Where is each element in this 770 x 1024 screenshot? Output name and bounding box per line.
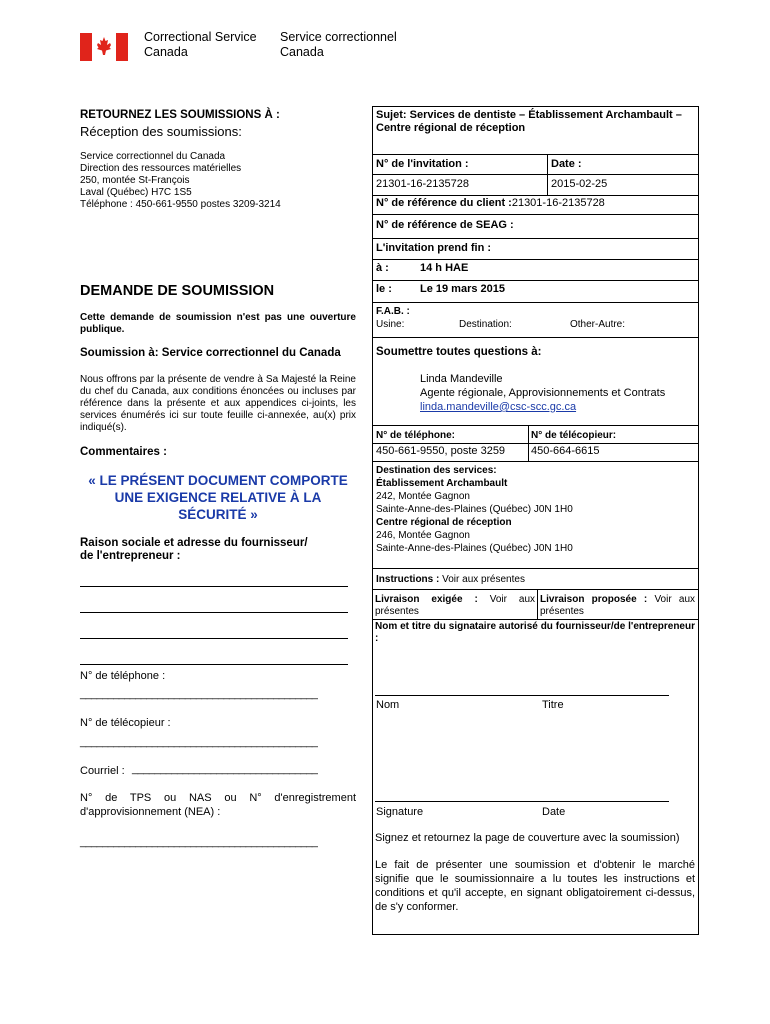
dest-label: Destination des services: xyxy=(376,465,497,476)
dept-name-en xyxy=(144,30,257,60)
dept-name-fr xyxy=(280,30,397,60)
sign-return-note: Signez et retournez la page de couverture avec la soumission) xyxy=(375,832,680,844)
divider xyxy=(372,443,698,444)
tel-label: N° de téléphone: xyxy=(376,430,456,441)
canada-flag-icon xyxy=(80,33,128,61)
signature-line[interactable] xyxy=(375,801,669,802)
livraison-proposee-label: Livraison proposée : xyxy=(540,594,648,605)
livraison-proposee xyxy=(540,594,695,618)
dest-line: Sainte-Anne-des-Plaines (Québec) J0N 1H0 xyxy=(376,504,573,515)
a-value: 14 h HAE xyxy=(420,262,469,274)
signataire-label: Nom et titre du signataire autorisé du fournisseur/de l'entrepreneur : xyxy=(375,621,695,644)
supplier-line-1[interactable] xyxy=(80,586,348,587)
instructions xyxy=(376,574,525,586)
fax-value: 450-664-6615 xyxy=(531,445,600,457)
client-ref xyxy=(376,197,605,209)
divider xyxy=(372,589,698,590)
divider xyxy=(372,154,698,155)
courriel-label: Courriel : xyxy=(80,765,125,777)
divider xyxy=(372,238,698,239)
destination-label: Destination: xyxy=(459,319,512,330)
tel-value: 450-661-9550, poste 3259 xyxy=(376,445,506,457)
livraison-exigee-label: Livraison exigée : xyxy=(375,594,478,605)
client-ref-label: N° de référence du client : xyxy=(376,197,512,209)
commentaires-label: Commentaires : xyxy=(80,446,167,458)
address-line: Laval (Québec) H7C 1S5 xyxy=(80,187,192,198)
address-line: 250, montée St-François xyxy=(80,175,190,186)
divider xyxy=(372,568,698,569)
address-line: Téléphone : 450-661-9550 postes 3209-3214 xyxy=(80,199,281,210)
nom-titre-line[interactable] xyxy=(375,695,669,696)
telephone-field[interactable]: ___________________________________________ xyxy=(80,688,318,700)
livraison-exigee xyxy=(375,594,535,618)
contact-email-link[interactable]: linda.mandeville@csc-scc.gc.ca xyxy=(420,401,577,413)
tps-label: N° de TPS ou NAS ou N° d'enregistrement d'approvisionnement (NEA) : xyxy=(80,792,356,818)
divider xyxy=(372,259,698,260)
ends-label: L'invitation prend fin : xyxy=(376,242,492,254)
dept-en-line2: Canada xyxy=(144,45,188,59)
address-line: Service correctionnel du Canada xyxy=(80,151,226,162)
date-label: Date : xyxy=(551,158,582,170)
divider xyxy=(372,461,698,462)
dest-line: 242, Montée Gagnon xyxy=(376,491,470,502)
supplier-line-4[interactable] xyxy=(80,664,348,665)
demande-title: DEMANDE DE SOUMISSION xyxy=(80,283,275,299)
telephone-label: N° de téléphone : xyxy=(80,670,166,682)
offer-text: Nous offrons par la présente de vendre à Sa Majesté la Reine du chef du Canada, aux conditions énoncées ou incluses par référence dans la présente et aux appendices ci-joints, les services énumérés ici sur toute feuille ci-annexée, au(x) prix indiqué(s). xyxy=(80,374,356,433)
security-notice: « LE PRÉSENT DOCUMENT COMPORTE UNE EXIGENCE RELATIVE À LA SÉCURITÉ » xyxy=(88,473,348,522)
dest-line: 246, Montée Gagnon xyxy=(376,530,470,541)
fab-label: F.A.B. : xyxy=(376,306,410,317)
divider xyxy=(372,174,698,175)
fax-field[interactable]: ___________________________________________ xyxy=(80,736,318,748)
soumission-a: Soumission à: Service correctionnel du Canada xyxy=(80,347,341,359)
divider xyxy=(372,425,698,426)
titre-label: Titre xyxy=(542,699,564,711)
courriel-field[interactable]: _________________________________ xyxy=(132,763,318,775)
return-address xyxy=(80,151,281,211)
divider xyxy=(372,280,698,281)
raison-sociale-label: Raison sociale et adresse du fournisseur/ de l'entrepreneur : xyxy=(80,537,308,562)
dest-line: Sainte-Anne-des-Plaines (Québec) J0N 1H0 xyxy=(376,543,573,554)
dept-en-line1: Correctional Service xyxy=(144,30,257,44)
fax-label: N° de télécopieur : xyxy=(80,717,171,729)
dept-fr-line1: Service correctionnel xyxy=(280,30,397,44)
date-value: 2015-02-25 xyxy=(551,178,608,190)
nom-label: Nom xyxy=(376,699,400,711)
le-value: Le 19 mars 2015 xyxy=(420,283,506,295)
signature-label: Signature xyxy=(376,806,424,818)
dest-line: Centre régional de réception xyxy=(376,517,512,528)
instructions-value: Voir aux présentes xyxy=(442,574,525,585)
contact-name: Linda Mandeville xyxy=(420,373,503,385)
sujet: Sujet: Services de dentiste – Établissement Archambault – Centre régional de réception xyxy=(376,109,682,134)
other-label: Other-Autre: xyxy=(570,319,626,330)
contact-block xyxy=(420,372,665,414)
invitation-label: N° de l'invitation : xyxy=(376,158,469,170)
tps-field[interactable]: ___________________________________________ xyxy=(80,836,318,848)
divider xyxy=(537,589,538,619)
dest-lines xyxy=(376,477,573,555)
final-text: Le fait de présenter une soumission et d'obtenir le marché signifie que le soumissionnaire a lu toutes les instructions et conditions et qu'il accepte, en signant obligatoirement ci-dessus, de s'y conformer. xyxy=(375,859,695,913)
contact-title: Agente régionale, Approvisionnements et Contrats xyxy=(420,387,666,399)
reception-label: Réception des soumissions: xyxy=(80,124,242,139)
fax-label-right: N° de télécopieur: xyxy=(531,430,617,441)
dest-line: Établissement Archambault xyxy=(376,478,508,489)
divider xyxy=(372,337,698,338)
supplier-line-3[interactable] xyxy=(80,638,348,639)
supplier-line-2[interactable] xyxy=(80,612,348,613)
usine-label: Usine: xyxy=(376,319,405,330)
address-line: Direction des ressources matérielles xyxy=(80,163,242,174)
divider xyxy=(372,214,698,215)
demande-note: Cette demande de soumission n'est pas une ouverture publique. xyxy=(80,312,356,335)
signature-date-label: Date xyxy=(542,806,566,818)
livraison-proposee-value: Voir aux présentes xyxy=(540,594,695,617)
livraison-exigee-value: Voir aux présentes xyxy=(375,594,535,617)
questions-label: Soumettre toutes questions à: xyxy=(376,346,542,358)
invitation-number: 21301-16-2135728 xyxy=(376,178,469,190)
return-title: RETOURNEZ LES SOUMISSIONS À : xyxy=(80,109,280,121)
seag-label: N° de référence de SEAG : xyxy=(376,219,514,231)
divider xyxy=(372,302,698,303)
divider xyxy=(547,155,548,195)
divider xyxy=(372,619,698,620)
divider xyxy=(372,195,698,196)
le-label: le : xyxy=(376,283,392,295)
instructions-label: Instructions : xyxy=(376,574,440,585)
client-ref-value: 21301-16-2135728 xyxy=(511,197,605,209)
dept-fr-line2: Canada xyxy=(280,45,324,59)
a-label: à : xyxy=(376,262,389,274)
